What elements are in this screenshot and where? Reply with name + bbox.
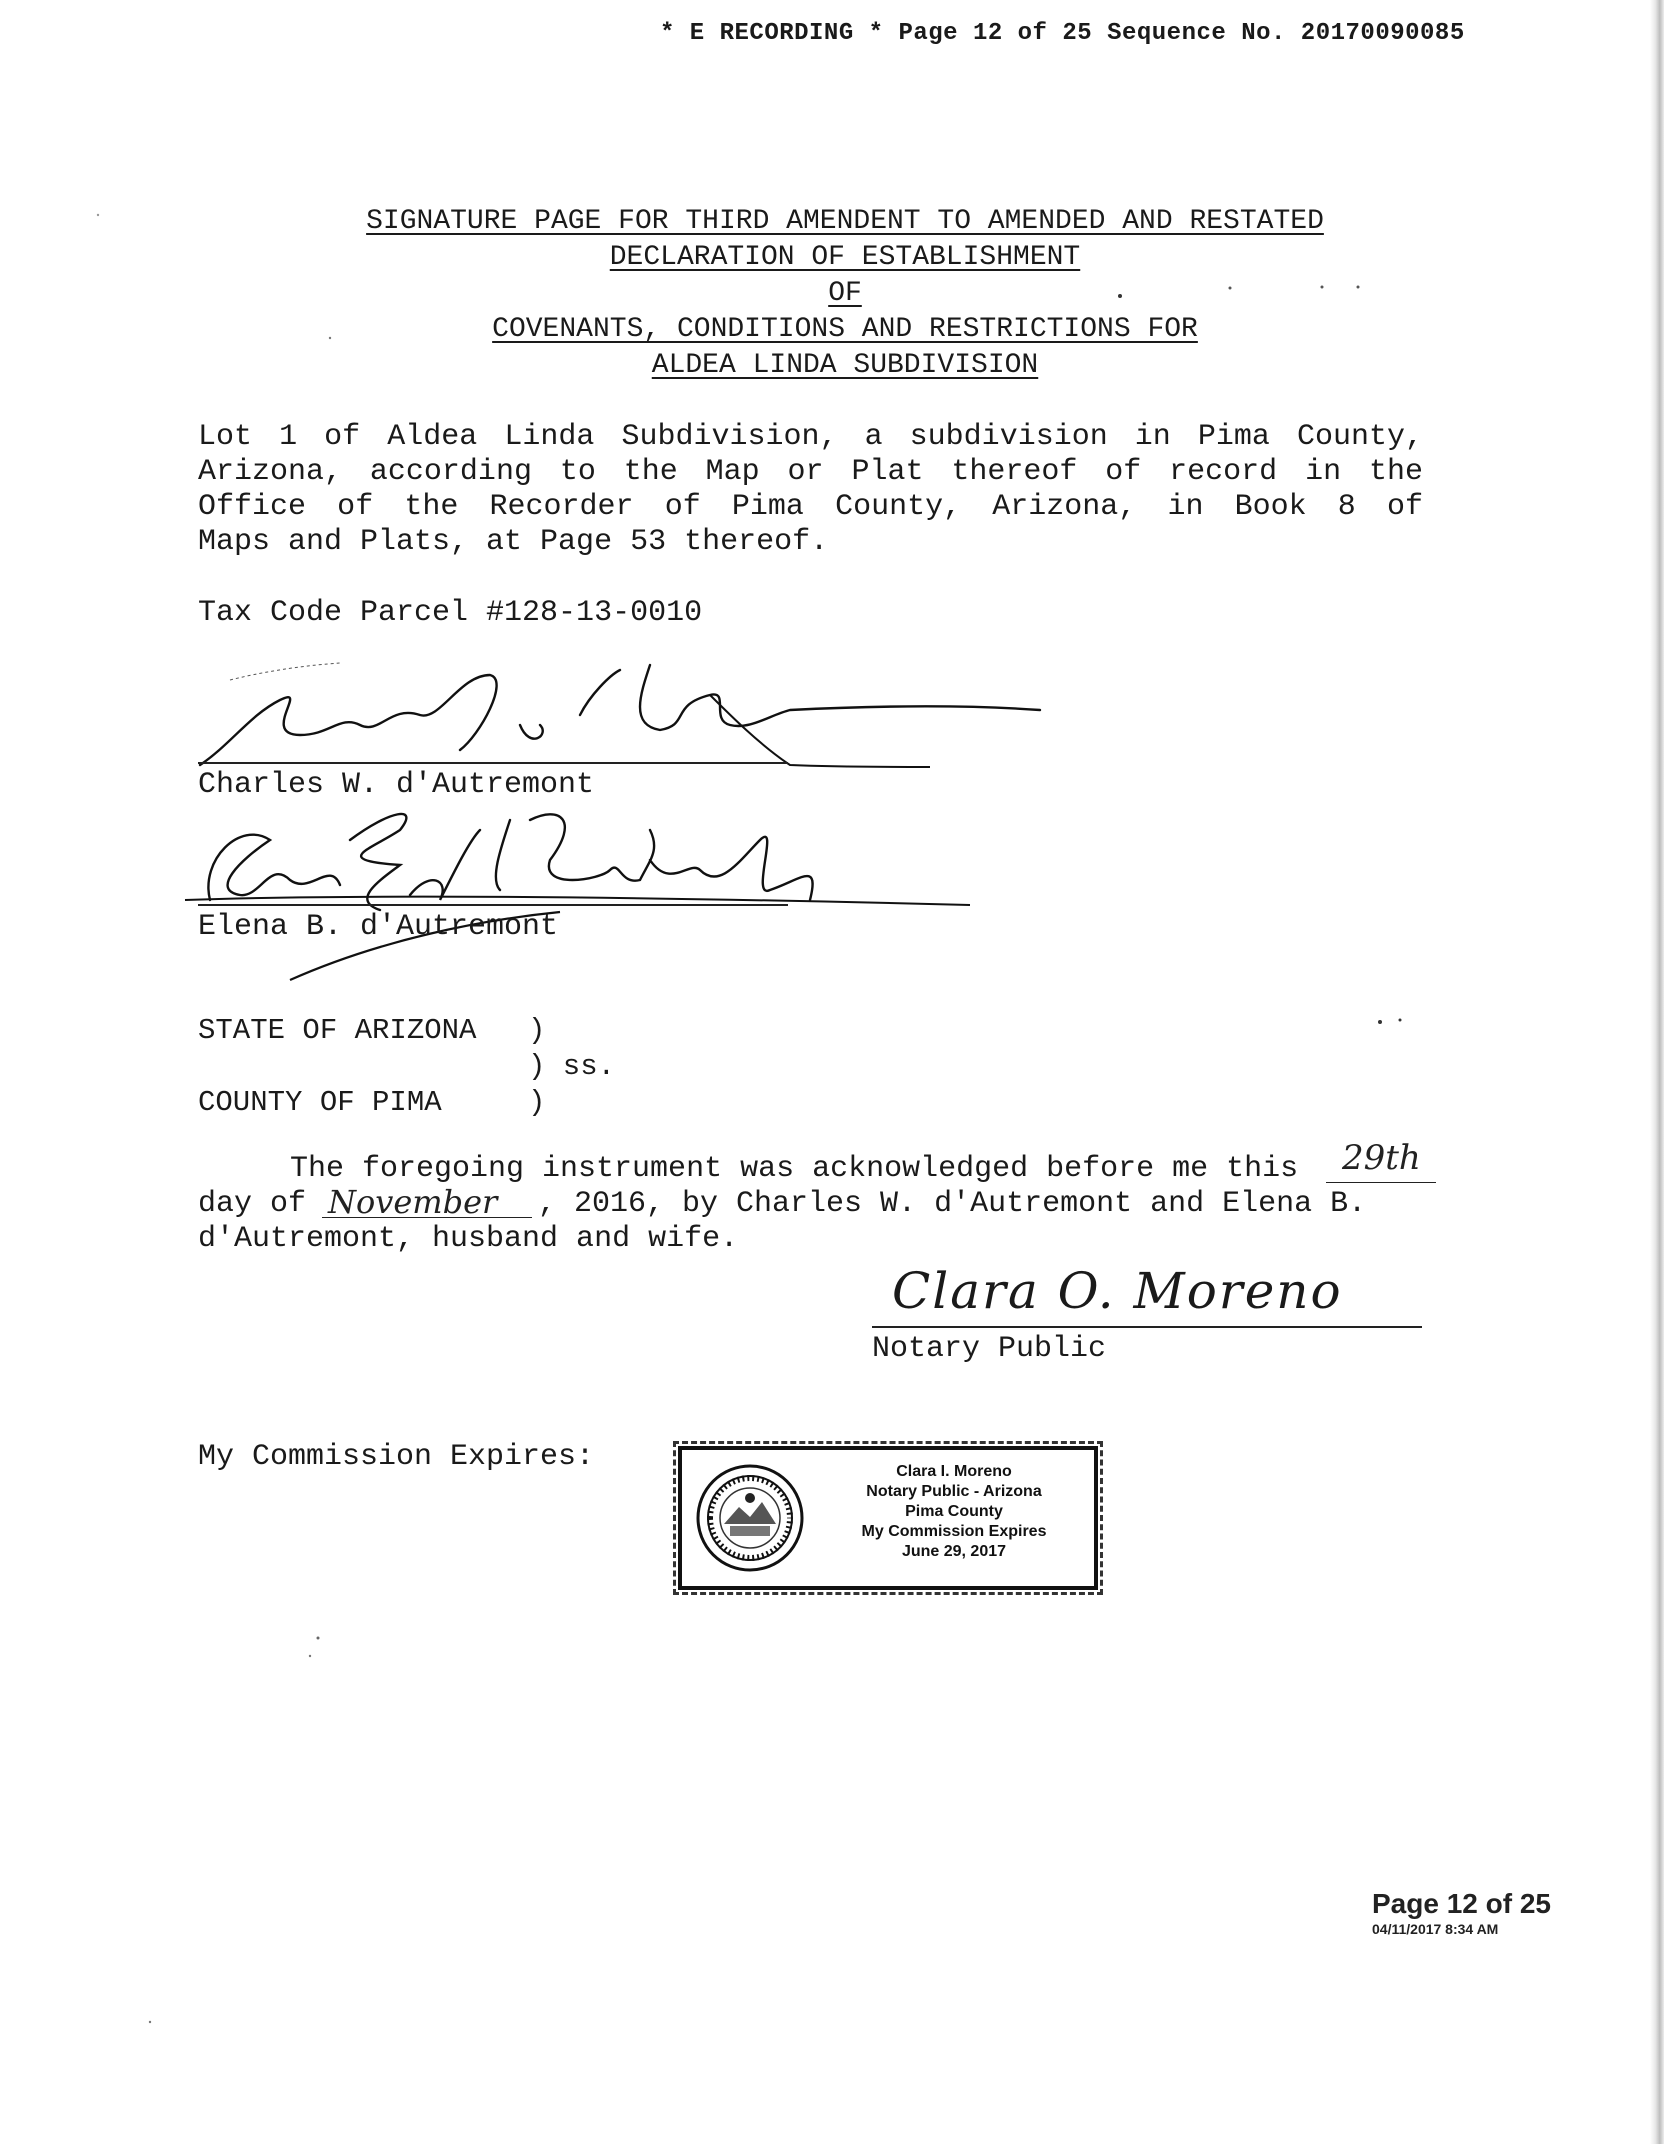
ack-line-2-suffix: , 2016, by Charles W. d'Autremont and Elena B. bbox=[538, 1187, 1367, 1221]
stamp-line-5: June 29, 2017 bbox=[901, 1543, 1007, 1560]
venue-ss: ) ss. bbox=[528, 1050, 616, 1083]
title-line-4: COVENANTS, CONDITIONS AND RESTRICTIONS FOR bbox=[492, 314, 1198, 345]
venue-state-paren: ) bbox=[528, 1014, 546, 1047]
ack-line-1: The foregoing instrument was acknowledged before me this bbox=[290, 1152, 1299, 1186]
venue-county: COUNTY OF PIMA bbox=[198, 1086, 442, 1119]
stamp-line-1: Clara I. Moreno bbox=[896, 1463, 1012, 1480]
handwritten-day: 29th bbox=[1342, 1138, 1421, 1178]
legal-line-1: Lot 1 of Aldea Linda Subdivision, a subdivision in Pima County, bbox=[198, 420, 1423, 454]
signer-name-elena: Elena B. d'Autremont bbox=[198, 910, 559, 944]
venue-state: STATE OF ARIZONA bbox=[198, 1014, 477, 1047]
notary-label: Notary Public bbox=[872, 1332, 1107, 1366]
legal-line-4: Maps and Plats, at Page 53 thereof. bbox=[198, 525, 829, 559]
footer-timestamp: 04/11/2017 8:34 AM bbox=[1372, 1921, 1499, 1937]
stamp-line-3: Pima County bbox=[905, 1503, 1003, 1520]
legal-line-3: Office of the Recorder of Pima County, Arizona, in Book 8 of bbox=[198, 490, 1423, 524]
legal-line-2: Arizona, according to the Map or Plat thereof of record in the bbox=[198, 455, 1423, 489]
footer-page-label: Page 12 of 25 bbox=[1372, 1888, 1551, 1919]
signer-name-charles: Charles W. d'Autremont bbox=[198, 768, 595, 802]
stamp-line-2: Notary Public - Arizona bbox=[866, 1483, 1042, 1500]
title-line-2: DECLARATION OF ESTABLISHMENT bbox=[609, 242, 1081, 273]
venue-county-paren: ) bbox=[528, 1086, 546, 1119]
recording-header: * E RECORDING * Page 12 of 25 Sequence No. 20170090085 bbox=[660, 20, 1465, 47]
notary-signature: Clara O. Moreno bbox=[892, 1262, 1343, 1320]
ack-line-3: d'Autremont, husband and wife. bbox=[198, 1222, 739, 1256]
title-line-1: SIGNATURE PAGE FOR THIRD AMENDENT TO AMENDED AND RESTATED bbox=[366, 206, 1324, 237]
tax-code-parcel: Tax Code Parcel #128-13-0010 bbox=[198, 596, 703, 630]
ack-line-2-prefix: day of bbox=[198, 1187, 307, 1221]
commission-label: My Commission Expires: bbox=[198, 1440, 595, 1474]
stamp-line-4: My Commission Expires bbox=[861, 1523, 1047, 1540]
title-line-3: OF bbox=[828, 278, 862, 309]
title-line-5: ALDEA LINDA SUBDIVISION bbox=[651, 350, 1039, 381]
handwritten-month: November bbox=[328, 1183, 498, 1221]
